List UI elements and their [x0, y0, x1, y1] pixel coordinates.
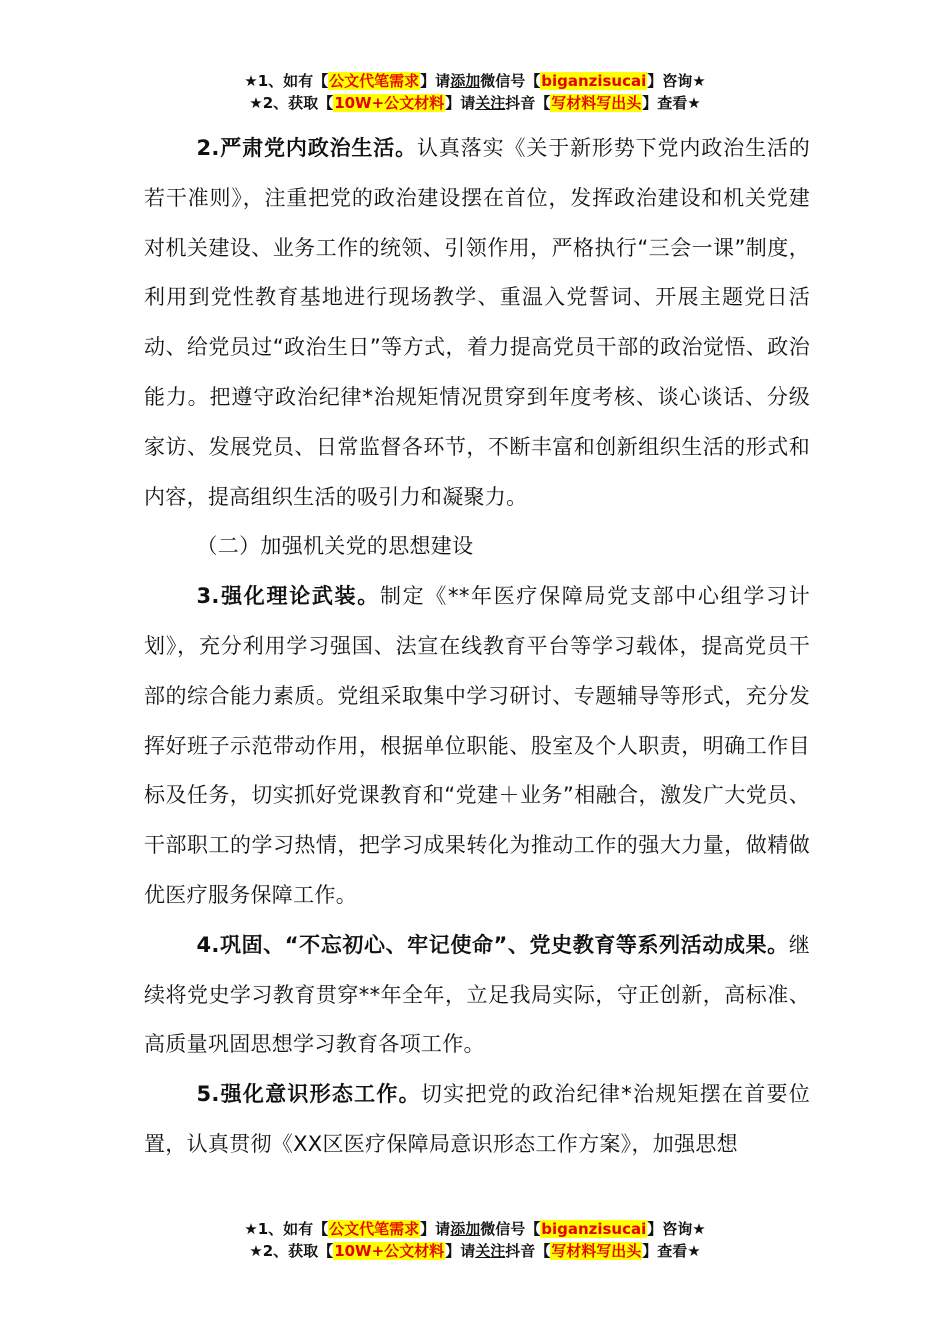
highlight-materials: 10W+公文材料 [334, 94, 445, 112]
highlight-douyin: 写材料写出头 [551, 94, 642, 112]
paragraph-2 [144, 124, 810, 522]
paragraph-heading: 3.强化理论武装。 [196, 584, 380, 609]
highlight-materials: 10W+公文材料 [334, 1242, 445, 1260]
paragraph-text: 切实把党的政治纪律*治规矩摆在首要位置，认真贯彻《XX区医疗保障局意识形态工作方案》，加强思想 [144, 1082, 811, 1156]
header-banner [0, 70, 950, 114]
highlight-service: 公文代笔需求 [329, 1220, 420, 1238]
paragraph-text: 制定《**年医疗保障局党支部中心组学习计划》，充分利用学习强国、法宣在线教育平台等学习载体，提高党员干部的综合能力素质。党组采取集中学习研讨、专题辅导等形式，充分发挥好班子示范带动作用，根据单位职能、股室及个人职责，明确工作目标及任务，切实抓好党课教育和“党建＋业务”相融合，激发广大党员、干部职工的学习热情，把学习成果转化为推动工作的强大力量，做精做优医疗服务保障工作。 [144, 584, 810, 907]
banner-line-1: ★1、如有【公文代笔需求】请添加微信号【biganzisucai】咨询★ [244, 72, 706, 90]
footer-banner [0, 1218, 950, 1262]
document-body [144, 124, 810, 1170]
paragraph-3 [144, 572, 810, 921]
paragraph-heading: 2.严肃党内政治生活。 [196, 136, 418, 160]
banner-line-1: ★1、如有【公文代笔需求】请添加微信号【biganzisucai】咨询★ [244, 1220, 706, 1238]
paragraph-heading: 4.巩固、“不忘初心、牢记使命”、党史教育等系列活动成果。 [196, 932, 789, 957]
highlight-wechat-id: biganzisucai [541, 1220, 647, 1238]
highlight-service: 公文代笔需求 [329, 72, 420, 90]
paragraph-heading: 5.强化意识形态工作。 [196, 1082, 421, 1107]
paragraph-text: 认真落实《关于新形势下党内政治生活的若干准则》，注重把党的政治建设摆在首位，发挥政治建设和机关党建对机关建设、业务工作的统领、引领作用，严格执行“三会一课”制度，利用到党性教育基地进行现场教学、重温入党誓词、开展主题党日活动、给党员过“政治生日”等方式，着力提高党员干部的政治觉悟、政治能力。把遵守政治纪律*治规矩情况贯穿到年度考核、谈心谈话、分级家访、发展党员、日常监督各环节，不断丰富和创新组织生活的形式和内容，提高组织生活的吸引力和凝聚力。 [144, 136, 811, 509]
highlight-wechat-id: biganzisucai [541, 72, 647, 90]
banner-line-2: ★2、获取【10W+公文材料】请关注抖音【写材料写出头】查看★ [249, 94, 701, 112]
banner-line-2: ★2、获取【10W+公文材料】请关注抖音【写材料写出头】查看★ [249, 1242, 701, 1260]
paragraph-5 [144, 1070, 810, 1170]
paragraph-4 [144, 921, 810, 1070]
paragraph-text: 继续将党史学习教育贯穿**年全年，立足我局实际，守正创新，高标准、高质量巩固思想学习教育各项工作。 [144, 932, 810, 1057]
section-heading: （二）加强机关党的思想建设 [196, 534, 474, 559]
highlight-douyin: 写材料写出头 [551, 1242, 642, 1260]
